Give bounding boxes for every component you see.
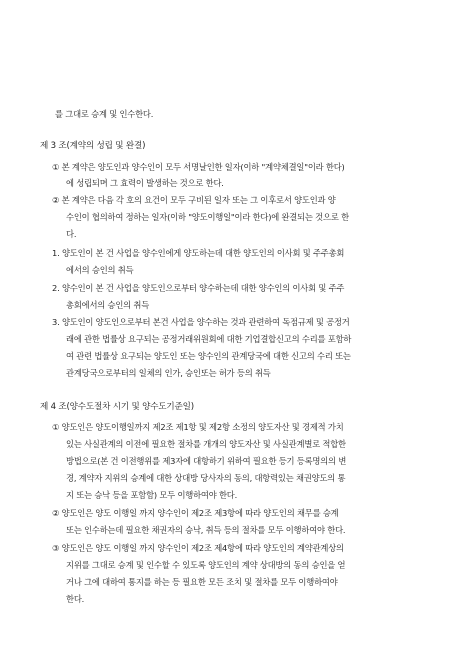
article-3-item-3: 래에 관한 법률상 요구되는 공정거래위원회에 대한 기업결합신고의 수리를 포함하	[66, 334, 352, 344]
article-4-paragraph-3: 거나 그에 대하여 통지를 하는 등 필요한 모든 조치 및 절차를 모두 이행하여야	[66, 577, 338, 587]
article-4-paragraph-3: 한다.	[66, 594, 85, 604]
article-4-paragraph-3: 지위를 그대로 승계 및 인수할 수 있도록 양도인의 계약 상대방의 동의 승인을 얻	[66, 560, 346, 570]
article-3-paragraph-2: 수인이 협의하여 정하는 일자(이하 "양도이행일"이라 한다)에 완결되는 것으로 한	[66, 212, 349, 222]
article-3-item-1: 1. 양도인이 본 건 사업을 양수인에게 양도하는데 대한 양도인의 이사회 및 주주총회	[52, 248, 345, 258]
article-4-paragraph-1: 방법으로(본 건 이전행위를 제3자에 대항하기 위하여 필요한 등기 등록명의의 변	[66, 456, 347, 466]
article-3-item-3: 여 관련 법률상 요구되는 양도인 또는 양수인의 관계당국에 대한 신고의 수리 또는	[66, 351, 351, 361]
article-3-item-2: 총회에서의 승인의 취득	[66, 300, 150, 310]
article-4-paragraph-1: ① 양도인은 양도이행일까지 제2조 제1항 및 제2항 소정의 양도자산 및 경제적 가치	[52, 422, 344, 432]
article-3-item-3: 관계당국으로부터의 일체의 인가, 승인또는 허가 등의 취득	[66, 368, 271, 378]
continuation-line: 를 그대로 승계 및 인수한다.	[55, 109, 154, 119]
article-4-paragraph-2: ② 양도인은 양도 이행일 까지 양수인이 제2조 제3항에 따라 양도인의 채무를 승계	[52, 508, 339, 518]
article-3-heading: 제 3 조(계약의 성립 및 완결)	[40, 141, 146, 151]
article-3-item-3: 3. 양도인이 양도인으로부터 본건 사업을 양수하는 것과 관련하여 독점규제 및 공정거	[52, 317, 350, 327]
article-3-paragraph-1: 에 성립되며 그 효력이 발생하는 것으로 한다.	[66, 178, 224, 188]
article-3-paragraph-2: 다.	[66, 229, 77, 239]
article-3-item-1: 에서의 승인의 취득	[66, 265, 134, 275]
article-3-item-2: 2. 양수인이 본 건 사업을 양도인으로부터 양수하는데 대한 양수인의 이사회 및 주주	[52, 283, 345, 293]
article-4-paragraph-1: 있는 사실관계의 이전에 필요한 절차를 개개의 양도자산 및 사실관계별로 적합한	[66, 439, 346, 449]
article-4-paragraph-3: ③ 양도인은 양도 이행일 까지 양수인이 제2조 제4항에 따라 양도인의 계약관계상의	[52, 543, 344, 553]
article-4-heading: 제 4 조(양수도절차 시기 및 양수도기준일)	[40, 402, 194, 412]
article-3-paragraph-2: ② 본 계약은 다음 각 호의 요건이 모두 구비된 일자 또는 그 이후로서 양도인과 양	[52, 195, 336, 205]
article-4-paragraph-1: 경, 계약자 지위의 승계에 대한 상대방 당사자의 동의, 대항력있는 채권양도의 통	[66, 473, 346, 483]
article-4-paragraph-1: 지 또는 승낙 등을 포함함) 모두 이행하여야 한다.	[66, 490, 238, 500]
article-4-paragraph-2: 또는 인수하는데 필요한 채권자의 승낙, 취득 등의 절차를 모두 이행하여야 한다.	[66, 525, 346, 535]
article-3-paragraph-1: ① 본 계약은 양도인과 양수인이 모두 서명날인한 일자(이하 "계약체결일"이라 한다)	[52, 162, 345, 172]
